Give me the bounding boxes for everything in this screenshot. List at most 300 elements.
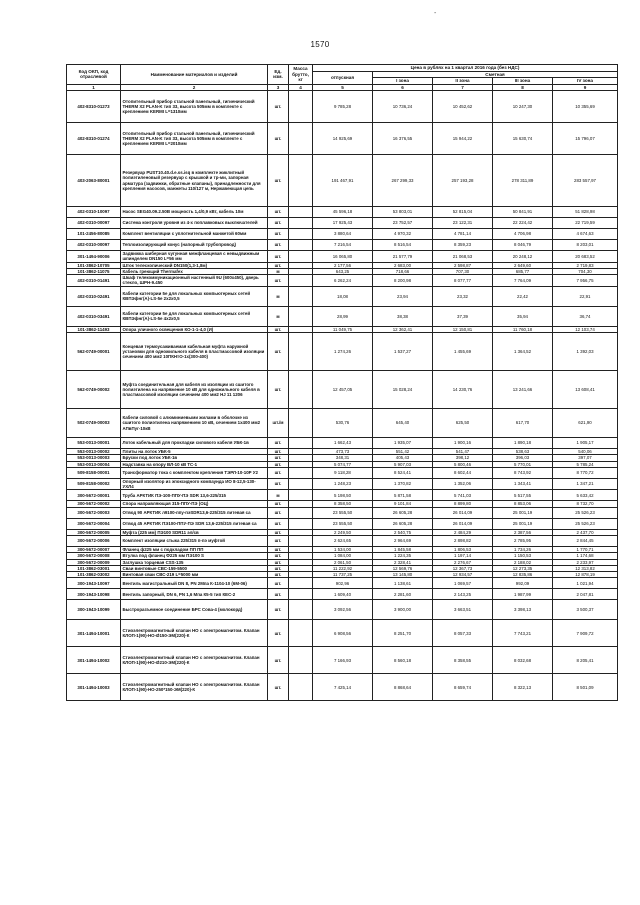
zone-2-price: 257 193,28 — [433, 155, 493, 207]
zone-1-price: 21 577,79 — [373, 251, 433, 263]
zone-1-price: 23,94 — [373, 286, 433, 306]
item-mass — [289, 306, 313, 326]
table-row — [67, 240, 618, 251]
item-unit: м — [268, 490, 289, 501]
zone-2-price: 23,32 — [433, 286, 493, 306]
zone-4-price: 1 347,21 — [553, 478, 618, 490]
zone-1-price: 9 101,84 — [373, 501, 433, 507]
release-price: 1 274,26 — [313, 332, 373, 370]
item-mass — [289, 589, 313, 600]
release-price: 7 425,14 — [313, 674, 373, 701]
item-code: 300-5672-00007 — [67, 546, 121, 552]
item-mass — [289, 155, 313, 207]
zone-4-price: 1 174,68 — [553, 553, 618, 559]
item-unit: шт. — [268, 207, 289, 218]
release-price: 1 534,00 — [313, 546, 373, 552]
zone-4-price: 12 878,19 — [553, 572, 618, 578]
zone-4-price: 15 796,07 — [553, 123, 618, 155]
release-price: 530,76 — [313, 408, 373, 437]
item-name: Кабели силовой с алюминиевыми жилами в оболочке из сшитого полиэтилена напряжением 10 кВ, сечением 1х400 мм2 АПвПуг-10кВ — [121, 408, 268, 437]
item-name: Бруски под лоток УБК-1в — [121, 455, 268, 461]
zone-2-price: 12 367,73 — [433, 565, 493, 571]
table-row — [67, 589, 618, 600]
item-code: 300-5672-00005 — [67, 529, 121, 535]
zone-3-price: 5 770,01 — [493, 461, 553, 467]
item-code: 101-3862-10705 — [67, 262, 121, 268]
table-row — [67, 478, 618, 490]
table-row — [67, 332, 618, 370]
item-code: 402-8310-01273 — [67, 91, 121, 123]
table-row — [67, 207, 618, 218]
header-release-price: отпускная — [313, 71, 373, 84]
header-name: Наименование материалов и изделий — [121, 65, 268, 85]
item-mass — [289, 218, 313, 229]
item-name: Муфта соединительная для кабеля из изоляции из сшитого полиэтилена на напряжение 10 кВ для одножильного кабеля в пластмассовой изоляции сечением 400 мм2 HJ 11 1206 — [121, 370, 268, 408]
item-name: Трансформатор тока с комплектом крепления ТЭРЛ-10-10Р У2 — [121, 467, 268, 478]
item-name: Система контроля уровня из 4-х поплавковых выключателей — [121, 218, 268, 229]
item-mass — [289, 647, 313, 674]
item-name: Втулка под фланец Ф225 мм ПЭ100 S — [121, 553, 268, 559]
item-unit: шт. — [268, 620, 289, 647]
column-number: 4 — [289, 84, 313, 91]
zone-2-price: 398,12 — [433, 455, 493, 461]
zone-1-price: 38,38 — [373, 306, 433, 326]
item-name: Вентиль магистральный DN 8, PN 2Mпа К-1104-10 (6М-06) — [121, 578, 268, 589]
zone-2-price: 541,47 — [433, 448, 493, 454]
zone-3-price: 1 890,18 — [493, 437, 553, 448]
item-mass — [289, 578, 313, 589]
item-code: 300-5672-00003 — [67, 507, 121, 518]
release-price: 17 925,43 — [313, 218, 373, 229]
table-row — [67, 286, 618, 306]
zone-3-price: 2 387,56 — [493, 529, 553, 535]
item-mass — [289, 286, 313, 306]
zone-2-price: 23 122,31 — [433, 218, 493, 229]
item-mass — [289, 600, 313, 620]
zone-1-price: 8 868,64 — [373, 674, 433, 701]
zone-3-price: 22,42 — [493, 286, 553, 306]
item-mass — [289, 123, 313, 155]
zone-4-price: 8 770,72 — [553, 467, 618, 478]
zone-3-price: 50 841,91 — [493, 207, 553, 218]
release-price: 14 925,69 — [313, 123, 373, 155]
zone-1-price: 5 907,03 — [373, 461, 433, 467]
zone-3-price: 22 224,42 — [493, 218, 553, 229]
item-code: 300-1943-10099 — [67, 600, 121, 620]
zone-1-price: 2 683,00 — [373, 262, 433, 268]
zone-2-price: 15 944,22 — [433, 123, 493, 155]
zone-2-price: 14 230,76 — [433, 370, 493, 408]
zone-1-price: 2 281,60 — [373, 589, 433, 600]
zone-4-price: 8 501,09 — [553, 674, 618, 701]
header-zone-4: IV зона — [553, 78, 618, 85]
zone-1-price: 53 803,01 — [373, 207, 433, 218]
zone-1-price: 3 900,00 — [373, 600, 433, 620]
item-unit: шт. — [268, 600, 289, 620]
zone-1-price: 8 524,41 — [373, 467, 433, 478]
table-row — [67, 620, 618, 647]
corner-mark: - — [434, 10, 437, 17]
release-price: 2 061,50 — [313, 559, 373, 565]
zone-3-price: 12 835,86 — [493, 572, 553, 578]
zone-3-price: 617,70 — [493, 408, 553, 437]
table-row — [67, 275, 618, 287]
release-price: 348,31 — [313, 455, 373, 461]
zone-1-price: 8 560,18 — [373, 647, 433, 674]
zone-4-price: 20 683,52 — [553, 251, 618, 263]
item-code: 402-0310-00097 — [67, 240, 121, 251]
release-price: 28,99 — [313, 306, 373, 326]
zone-2-price: 21 068,53 — [433, 251, 493, 263]
table-row — [67, 518, 618, 529]
item-code: 101-3862-03001 — [67, 565, 121, 571]
item-code: 553-0013-00002 — [67, 448, 121, 454]
zone-2-price: 625,50 — [433, 408, 493, 437]
zone-1-price: 8 251,70 — [373, 620, 433, 647]
zone-2-price: 5 800,46 — [433, 461, 493, 467]
release-price: 7 166,93 — [313, 647, 373, 674]
release-price: 16 065,80 — [313, 251, 373, 263]
zone-1-price: 15 028,24 — [373, 370, 433, 408]
zone-1-price: 16 376,55 — [373, 123, 433, 155]
zone-3-price: 538,63 — [493, 448, 553, 454]
zone-1-price: 1 935,07 — [373, 437, 433, 448]
release-price: 2 177,56 — [313, 262, 373, 268]
zone-2-price: 52 815,04 — [433, 207, 493, 218]
item-name: Опора уличного освещения КО-1-1-4,0 (И) — [121, 326, 268, 332]
item-name: Фланец ф225 мм с подкладом ПП ПП — [121, 546, 268, 552]
table-row — [67, 155, 618, 207]
item-unit: шт. — [268, 251, 289, 263]
zone-3-price: 8 853,06 — [493, 501, 553, 507]
zone-1-price: 12 362,41 — [373, 326, 433, 332]
item-unit: шт. — [268, 370, 289, 408]
table-row — [67, 251, 618, 263]
item-code: 101-3862-11493 — [67, 326, 121, 332]
zone-4-price: 2 437,70 — [553, 529, 618, 535]
zone-4-price: 4 674,63 — [553, 229, 618, 240]
zone-1-price: 551,42 — [373, 448, 433, 454]
zone-2-price: 8 602,44 — [433, 467, 493, 478]
item-name: Сваи винтовые СВС-159-5500 — [121, 565, 268, 571]
item-name: Винтовая сваи СВС-219 L=5000 мм — [121, 572, 268, 578]
zone-3-price: 685,77 — [493, 268, 553, 274]
zone-3-price: 1 987,99 — [493, 589, 553, 600]
item-name: Задвижка шиберная чугунная межфланцевая с невыдвижным шпинделем DN150 L=56 мм — [121, 251, 268, 263]
item-unit: шт. — [268, 262, 289, 268]
item-name: Стиоэлектромагнитный клапан НО с электромагнитом. Клапан КЛОП-1(90)-НО-250*150-ЭМ(220)-К — [121, 674, 268, 701]
zone-4-price: 2 844,45 — [553, 535, 618, 546]
item-unit: шт. — [268, 448, 289, 454]
zone-1-price: 718,66 — [373, 268, 433, 274]
item-mass — [289, 91, 313, 123]
zone-4-price: 5 633,42 — [553, 490, 618, 501]
zone-4-price: 12 313,82 — [553, 565, 618, 571]
zone-2-price: 4 781,14 — [433, 229, 493, 240]
release-price: 1 084,00 — [313, 553, 373, 559]
zone-2-price: 2 143,25 — [433, 589, 493, 600]
table-row — [67, 123, 618, 155]
item-code: 553-0013-00001 — [67, 437, 121, 448]
item-unit: м — [268, 268, 289, 274]
item-unit: шт. — [268, 123, 289, 155]
zone-1-price: 1 845,58 — [373, 546, 433, 552]
table-row — [67, 437, 618, 448]
zone-2-price: 8 359,23 — [433, 240, 493, 251]
item-name: Надставка на опору ВЛ-10 кВ ТС-1 — [121, 461, 268, 467]
table-row — [67, 370, 618, 408]
zone-3-price: 992,09 — [493, 578, 553, 589]
item-code: 402-8310-01274 — [67, 123, 121, 155]
item-code: 301-1494-90006 — [67, 251, 121, 263]
zone-2-price: 2 276,67 — [433, 559, 493, 565]
item-unit: шт. — [268, 674, 289, 701]
column-number: 3 — [268, 84, 289, 91]
release-price: 1 248,23 — [313, 478, 373, 490]
zone-3-price: 13 241,66 — [493, 370, 553, 408]
item-unit: шт. — [268, 240, 289, 251]
zone-4-price: 8 205,41 — [553, 647, 618, 674]
table-row — [67, 306, 618, 326]
item-unit: м — [268, 306, 289, 326]
item-code: 300-5672-00009 — [67, 559, 121, 565]
item-code: 402-0310-01491 — [67, 275, 121, 287]
item-mass — [289, 207, 313, 218]
zone-4-price: 704,30 — [553, 268, 618, 274]
zone-2-price: 1 352,06 — [433, 478, 493, 490]
release-price: 9 785,28 — [313, 91, 373, 123]
header-code: Код ОКП, код отраслевой — [67, 65, 121, 85]
zone-4-price: 2 719,83 — [553, 262, 618, 268]
column-number: 7 — [433, 84, 493, 91]
item-name: Спора направляющая 315-ППУ-ПЭ (ОЦ) — [121, 501, 268, 507]
zone-1-price: 10 736,24 — [373, 91, 433, 123]
zone-3-price: 2 649,60 — [493, 262, 553, 268]
zone-4-price: 51 828,98 — [553, 207, 618, 218]
item-name: Концевая термоусаживаемая кабельная муфта наружной установки для одножильного кабеля в пластмассовой изоляции сечением 400 мм2 10ПКНтО-1х(300-400) — [121, 332, 268, 370]
release-price: 7 216,54 — [313, 240, 373, 251]
zone-4-price: 1 770,71 — [553, 546, 618, 552]
item-name: Резервуар PUST10.40.d.e.ss.isq в комплекте жиклитный полиэтиленовый резервуар с крышкой и тр-ми, запорная арматура (задвижки, обратные клапаны), принадлежности для крепления насосов, манжеты 110/127 м, Нержавеющая цепь — [121, 155, 268, 207]
zone-3-price: 25 001,19 — [493, 507, 553, 518]
item-code: 301-1494-10001 — [67, 620, 121, 647]
zone-3-price: 2 188,02 — [493, 559, 553, 565]
item-unit: шт. — [268, 578, 289, 589]
zone-2-price: 26 014,09 — [433, 518, 493, 529]
zone-1-price: 8 516,54 — [373, 240, 433, 251]
item-mass — [289, 251, 313, 263]
zone-2-price: 1 900,16 — [433, 437, 493, 448]
zone-2-price: 37,39 — [433, 306, 493, 326]
release-price: 9 118,28 — [313, 467, 373, 478]
header-zone-1: I зона — [373, 78, 433, 85]
zone-2-price: 8 358,55 — [433, 647, 493, 674]
item-name: Отопительный прибор стальной панельный, гигиенический THERM X2 PLAN-K тип 33, высота 505мм в комплекте с креплением KERMI L=2010мм — [121, 123, 268, 155]
zone-1-price: 2 964,69 — [373, 535, 433, 546]
zone-2-price: 26 014,09 — [433, 507, 493, 518]
zone-3-price: 8 032,68 — [493, 647, 553, 674]
release-price: 3 092,56 — [313, 600, 373, 620]
page-number: 1570 — [310, 40, 330, 49]
zone-4-price: 8 203,01 — [553, 240, 618, 251]
zone-1-price: 2 328,41 — [373, 559, 433, 565]
zone-3-price: 20 248,12 — [493, 251, 553, 263]
zone-3-price: 3 398,13 — [493, 600, 553, 620]
zone-2-price: 8 057,33 — [433, 620, 493, 647]
zone-1-price: 1 224,35 — [373, 553, 433, 559]
zone-4-price: 397,07 — [553, 455, 618, 461]
zone-4-price: 1 392,03 — [553, 332, 618, 370]
item-unit: шт. — [268, 155, 289, 207]
item-mass — [289, 674, 313, 701]
price-table-body — [67, 91, 618, 701]
item-name: Комплект вентиляции с уплотнительной манжетой 60мм — [121, 229, 268, 240]
zone-2-price: 12 150,81 — [433, 326, 493, 332]
item-name: Отопительный прибор стальной панельный, гигиенический THERM X2 PLAN-K тип 33, высота 505мм в комплекте с креплением KERMI L=1310мм — [121, 91, 268, 123]
item-unit: шт. — [268, 572, 289, 578]
item-mass — [289, 240, 313, 251]
zone-4-price: 1 021,94 — [553, 578, 618, 589]
item-mass — [289, 490, 313, 501]
zone-3-price: 25 001,19 — [493, 518, 553, 529]
release-price: 3 880,64 — [313, 229, 373, 240]
header-estimate-price: Сметная — [373, 71, 618, 78]
zone-3-price: 2 785,95 — [493, 535, 553, 546]
table-row — [67, 490, 618, 501]
zone-3-price: 396,03 — [493, 455, 553, 461]
item-unit: шт. — [268, 229, 289, 240]
zone-4-price: 10 355,69 — [553, 91, 618, 123]
item-code: 301-1494-10003 — [67, 674, 121, 701]
item-mass — [289, 275, 313, 287]
release-price: 902,96 — [313, 578, 373, 589]
zone-3-price: 35,94 — [493, 306, 553, 326]
item-name: Насос SEG40.09.2.50B мощность 1,4/0,9 кВт, кабель 10м — [121, 207, 268, 218]
column-number: 8 — [493, 84, 553, 91]
release-price: 473,73 — [313, 448, 373, 454]
item-code: 300-1943-10098 — [67, 589, 121, 600]
zone-1-price: 26 605,28 — [373, 518, 433, 529]
item-unit: шт. — [268, 589, 289, 600]
zone-2-price: 1 455,69 — [433, 332, 493, 370]
release-price: 11 049,75 — [313, 326, 373, 332]
zone-3-price: 1 150,53 — [493, 553, 553, 559]
table-row — [67, 600, 618, 620]
zone-3-price: 7 743,21 — [493, 620, 553, 647]
zone-4-price: 22,91 — [553, 286, 618, 306]
zone-1-price: 26 605,28 — [373, 507, 433, 518]
zone-4-price: 25 526,23 — [553, 518, 618, 529]
zone-2-price: 10 452,62 — [433, 91, 493, 123]
column-number: 6 — [373, 84, 433, 91]
zone-2-price: 2 484,29 — [433, 529, 493, 535]
item-code: 502-0749-00003 — [67, 408, 121, 437]
item-code: 300-5672-00001 — [67, 490, 121, 501]
zone-1-price: 2 540,75 — [373, 529, 433, 535]
zone-3-price: 12 273,35 — [493, 565, 553, 571]
item-code: 300-5672-00006 — [67, 535, 121, 546]
release-price: 18,08 — [313, 286, 373, 306]
zone-1-price: 1 138,61 — [373, 578, 433, 589]
zone-2-price: 8 659,74 — [433, 674, 493, 701]
item-name: Лоток кабельный для прокладки силового кабеля УБК-1в — [121, 437, 268, 448]
item-unit: шт. — [268, 91, 289, 123]
item-name: Кабели категории 5е для локальных компьютерных сетей КВПЭфнг(А)-LS-5е 4x2x0,5 — [121, 306, 268, 326]
item-name: Отвод 45 АРКТИК ПЭ100-ППУ-ПЭ SDR 13,6-225/315 литевая са — [121, 518, 268, 529]
item-mass — [289, 467, 313, 478]
item-name: Шкаф телекоммуникационный настенный 9U (600x450), дверь стекло, ШРН-9.450 — [121, 275, 268, 287]
item-code: 553-0013-00004 — [67, 461, 121, 467]
item-unit: м — [268, 286, 289, 306]
item-unit: шт. — [268, 647, 289, 674]
column-number: 2 — [121, 84, 268, 91]
item-unit: шт. — [268, 467, 289, 478]
header-mass: Масса брутто, кг — [289, 65, 313, 85]
item-mass — [289, 332, 313, 370]
zone-2-price: 1 197,14 — [433, 553, 493, 559]
zone-1-price: 23 752,57 — [373, 218, 433, 229]
item-mass — [289, 408, 313, 437]
item-code: 402-0310-10097 — [67, 207, 121, 218]
item-code: 101-3862-11075 — [67, 268, 121, 274]
header-zone-3: III зона — [493, 78, 553, 85]
zone-4-price: 283 557,97 — [553, 155, 618, 207]
table-row — [67, 578, 618, 589]
zone-3-price: 5 517,55 — [493, 490, 553, 501]
header-price-title: Цена в рублях на 1 квартал 2016 года (без НДС) — [313, 65, 618, 72]
item-code: 101-3862-03002 — [67, 572, 121, 578]
zone-2-price: 8 077,77 — [433, 275, 493, 287]
zone-4-price: 2 047,81 — [553, 589, 618, 600]
zone-2-price: 3 663,51 — [433, 600, 493, 620]
price-table — [66, 64, 618, 701]
table-row — [67, 467, 618, 478]
item-mass — [289, 478, 313, 490]
release-price: 643,25 — [313, 268, 373, 274]
zone-4-price: 36,74 — [553, 306, 618, 326]
release-price: 5 074,77 — [313, 461, 373, 467]
item-mass — [289, 507, 313, 518]
item-code: 300-1943-10097 — [67, 578, 121, 589]
table-row — [67, 535, 618, 546]
table-row — [67, 647, 618, 674]
zone-1-price: 12 569,76 — [373, 565, 433, 571]
column-number: 5 — [313, 84, 373, 91]
release-price: 8 358,50 — [313, 501, 373, 507]
zone-4-price: 3 500,37 — [553, 600, 618, 620]
release-price: 23 555,50 — [313, 507, 373, 518]
item-code: 562-0749-00001 — [67, 332, 121, 370]
item-code: 301-1494-10002 — [67, 647, 121, 674]
zone-1-price: 4 970,32 — [373, 229, 433, 240]
zone-4-price: 1 905,17 — [553, 437, 618, 448]
release-price: 5 198,50 — [313, 490, 373, 501]
zone-1-price: 13 145,80 — [373, 572, 433, 578]
item-unit: шт. — [268, 437, 289, 448]
table-row — [67, 218, 618, 229]
release-price: 11 737,25 — [313, 572, 373, 578]
zone-1-price: 267 299,33 — [373, 155, 433, 207]
item-code: 403-2063-80001 — [67, 155, 121, 207]
item-name: Шток телескопический DN150(1,3-1,8м) — [121, 262, 268, 268]
item-unit: шт. — [268, 275, 289, 287]
zone-3-price: 278 311,89 — [493, 155, 553, 207]
item-name: Плиты на лоток УБК-5 — [121, 448, 268, 454]
item-unit: шт. — [268, 326, 289, 332]
item-unit: шт. — [268, 559, 289, 565]
item-mass — [289, 535, 313, 546]
zone-4-price: 5 785,24 — [553, 461, 618, 467]
